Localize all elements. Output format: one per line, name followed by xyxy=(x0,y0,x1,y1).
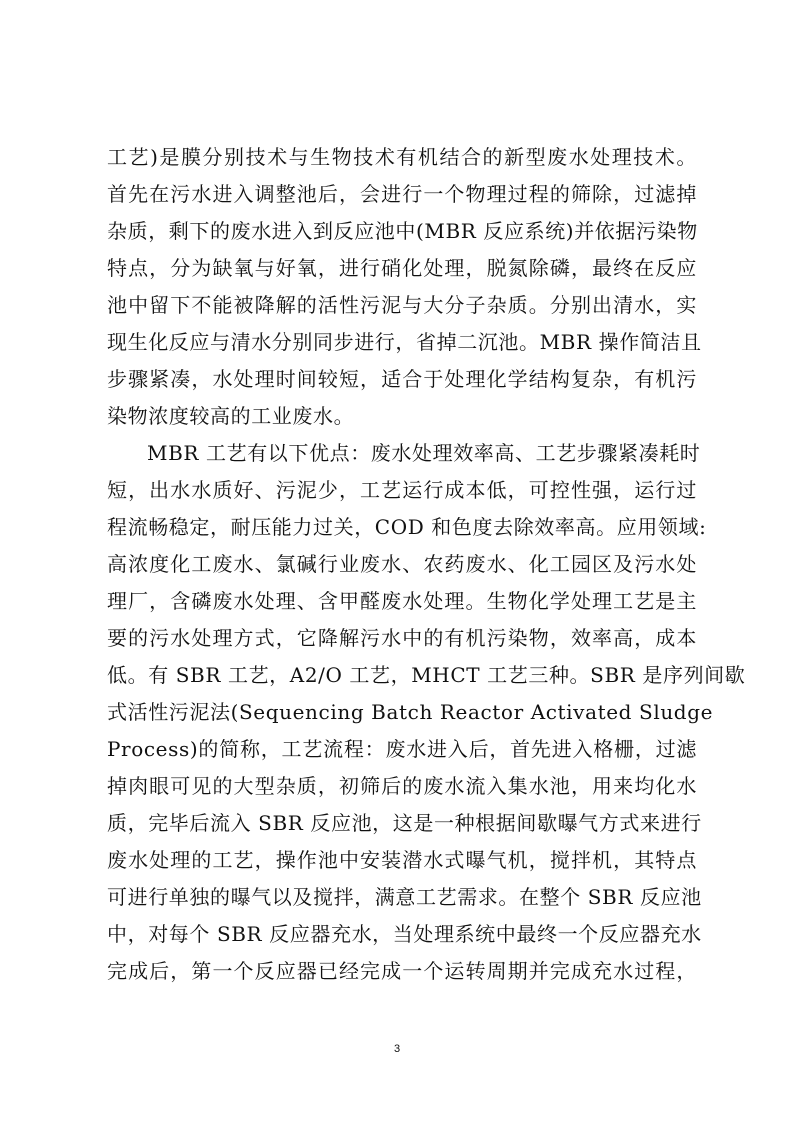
text-line: 掉肉眼可见的大型杂质，初筛后的废水流入集水池，用来均化水 xyxy=(107,774,697,798)
text-line: 质，完毕后流入 SBR 反应池，这是一种根据间歇曝气方式来进行 xyxy=(107,811,702,835)
text-line: 式活性污泥法(Sequencing Batch Reactor Activated Sludge xyxy=(107,700,714,724)
text-line: 中，对每个 SBR 反应器充水，当处理系统中最终一个反应器充水 xyxy=(107,922,702,946)
text-line: 首先在污水进入调整池后，会进行一个物理过程的筛除，过滤掉 xyxy=(107,182,697,206)
text-line: 低。有 SBR 工艺，A2/O 工艺，MHCT 工艺三种。SBR 是序列间歇 xyxy=(107,663,746,687)
text-line: 废水处理的工艺，操作池中安装潜水式曝气机，搅拌机，其特点 xyxy=(107,848,697,872)
text-line: 特点，分为缺氧与好氧，进行硝化处理，脱氮除磷，最终在反应 xyxy=(107,256,697,280)
text-line: 可进行单独的曝气以及搅拌，满意工艺需求。在整个 SBR 反应池 xyxy=(107,885,702,909)
text-line: 工艺)是膜分别技术与生物技术有机结合的新型废水处理技术。 xyxy=(107,145,697,169)
page-number: 3 xyxy=(393,1043,401,1055)
paragraph-first-line: MBR 工艺有以下优点：废水处理效率高、工艺步骤紧凑耗时 xyxy=(147,441,701,465)
text-line: 短，出水水质好、污泥少，工艺运行成本低，可控性强，运行过 xyxy=(107,478,697,502)
text-line: 要的污水处理方式，它降解污水中的有机污染物，效率高，成本 xyxy=(107,626,697,650)
text-line: 现生化反应与清水分别同步进行，省掉二沉池。MBR 操作简洁且 xyxy=(107,330,702,354)
text-line: 步骤紧凑，水处理时间较短，适合于处理化学结构复杂，有机污 xyxy=(107,367,697,391)
text-line: 高浓度化工废水、氯碱行业废水、农药废水、化工园区及污水处 xyxy=(107,552,697,576)
text-line: 池中留下不能被降解的活性污泥与大分子杂质。分别出清水，实 xyxy=(107,293,697,317)
text-line: 杂质，剩下的废水进入到反应池中(MBR 反应系统)并依据污染物 xyxy=(107,219,698,243)
text-line: 程流畅稳定，耐压能力过关，COD 和色度去除效率高。应用领域: xyxy=(107,515,707,539)
text-line: Process)的简称，工艺流程：废水进入后，首先进入格栅，过滤 xyxy=(107,737,697,761)
text-line: 完成后，第一个反应器已经完成一个运转周期并完成充水过程， xyxy=(107,959,697,983)
text-line: 理厂，含磷废水处理、含甲醛废水处理。生物化学处理工艺是主 xyxy=(107,589,697,613)
text-line: 染物浓度较高的工业废水。 xyxy=(107,404,355,428)
